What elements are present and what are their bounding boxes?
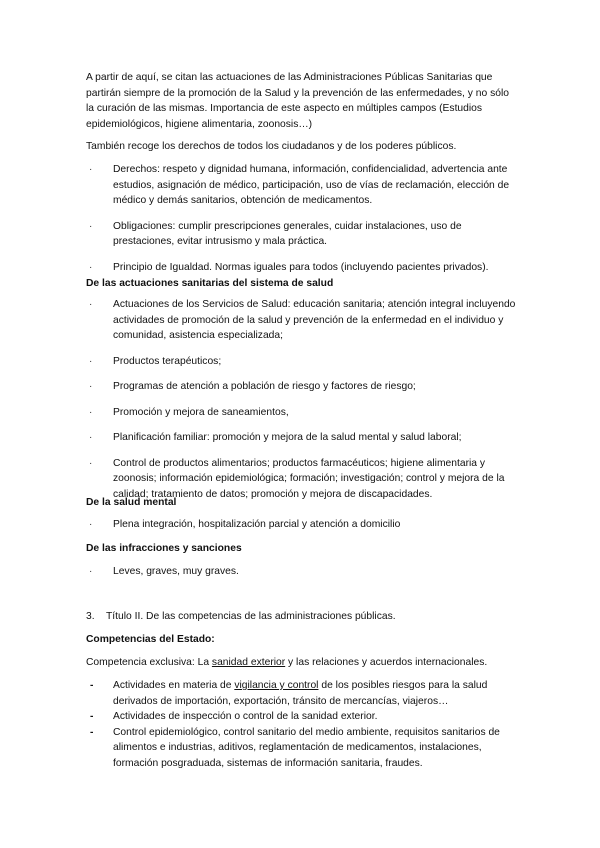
- exclusive-competence: [86, 655, 516, 671]
- list-item: - Actividades de inspección o control de la sanidad exterior.: [86, 709, 516, 725]
- list-item: · Planificación familiar: promoción y mejora de la salud mental y salud laboral;: [86, 430, 516, 446]
- actuaciones-list: [86, 297, 516, 502]
- list-item: · Actuaciones de los Servicios de Salud: educación sanitaria; atención integral incluyendo actividades de promoción de la salud y prevención de la enfermedad en el individuo y comunidad, asistencia especializada;: [86, 297, 516, 344]
- section-heading-salud-mental: De la salud mental: [86, 497, 177, 508]
- list-item: · Leves, graves, muy graves.: [86, 564, 516, 580]
- exclusive-competence-suffix: y las relaciones y acuerdos internacionales.: [285, 657, 488, 668]
- infracciones-list: [86, 564, 516, 580]
- estado-list: [86, 678, 516, 771]
- list-item: · Productos terapéuticos;: [86, 354, 516, 370]
- section-number: 3.: [86, 611, 95, 622]
- item-prefix: Actividades en materia de: [113, 680, 235, 691]
- intro-paragraph: A partir de aquí, se citan las actuaciones de las Administraciones Públicas Sanitarias que partirán siempre de la promoción de la Salud y la prevención de las enfermedades, y no sólo la curación de las mismas. Importancia de este aspecto en múltiples campos (Estudios epidemiológicos, higiene alimentaria, zoonosis…): [86, 72, 509, 130]
- list-item: · Principio de Igualdad. Normas iguales para todos (incluyendo pacientes privados).: [86, 260, 516, 276]
- item-suffix: de los posibles riesgos para la salud derivados de importación, exportación, tránsito de mercancías, viajeros…: [113, 680, 488, 707]
- section-heading-actuaciones: De las actuaciones sanitarias del sistema de salud: [86, 278, 334, 289]
- list-item: · Derechos: respeto y dignidad humana, información, confidencialidad, advertencia ante estudios, asignación de médico, participación, uso de vías de reclamación, elección de médico y demás sanitarios, obtención de medicamentos.: [86, 162, 516, 209]
- list-item: · Promoción y mejora de saneamientos,: [86, 405, 516, 421]
- exclusive-competence-prefix: Competencia exclusiva: La: [86, 657, 212, 668]
- rights-list: [86, 162, 516, 275]
- section-heading-estado: Competencias del Estado:: [86, 634, 215, 645]
- section-heading-infracciones: De las infracciones y sanciones: [86, 543, 242, 554]
- list-item: [86, 678, 516, 709]
- vigilancia-control-underlined: vigilancia y control: [234, 680, 319, 691]
- salud-mental-list: [86, 517, 516, 533]
- rights-intro: También recoge los derechos de todos los ciudadanos y de los poderes públicos.: [86, 141, 457, 152]
- list-item: · Control de productos alimentarios; productos farmacéuticos; higiene alimentaria y zoonosis; información epidemiológica; formación; investigación; control y mejora de la calidad; tratamiento de datos; promoción y mejora de discapacidades.: [86, 456, 516, 503]
- list-item: · Obligaciones: cumplir prescripciones generales, cuidar instalaciones, uso de prestaciones, evitar intrusismo y mala práctica.: [86, 219, 516, 250]
- list-item: - Control epidemiológico, control sanitario del medio ambiente, requisitos sanitarios de alimentos e industrias, aditivos, reglamentación de medicamentos, instalaciones, formación posgraduada, sistemas de información sanitaria, fraudes.: [86, 725, 516, 772]
- list-item: · Programas de atención a población de riesgo y factores de riesgo;: [86, 379, 516, 395]
- sanidad-exterior-underlined: sanidad exterior: [211, 657, 286, 668]
- section-title: Título II. De las competencias de las administraciones públicas.: [106, 611, 396, 622]
- list-item: · Plena integración, hospitalización parcial y atención a domicilio: [86, 517, 516, 533]
